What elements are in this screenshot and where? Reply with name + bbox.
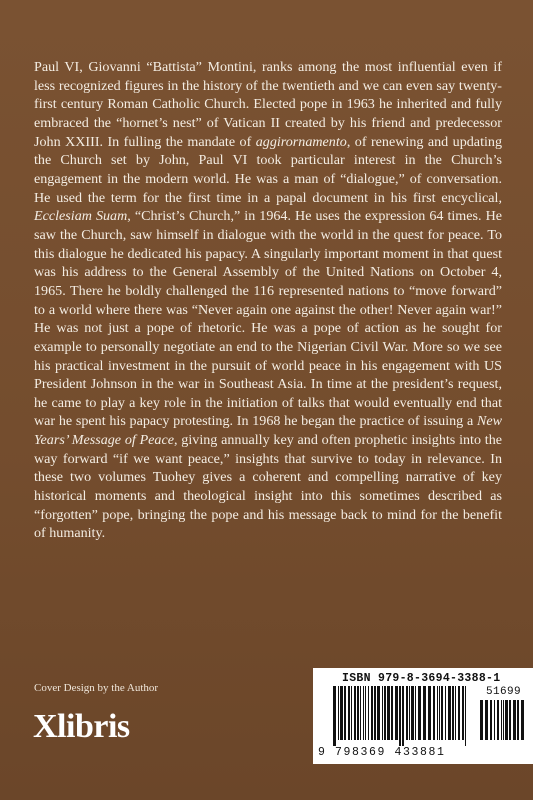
blurb-italic-ecclesiam-suam: Ecclesiam Suam [34, 208, 128, 225]
blurb-segment-2: , of renewing and updating the Church set by John, Paul VI took particular interest in the Church’s engagement in the modern world. He was a man of “dialogue,” of conversation. He used the term for the first time in a papal document in his first encyclical, [34, 133, 502, 206]
barcode-bar [382, 686, 383, 740]
barcode-bar [415, 686, 416, 740]
barcode-bar [409, 686, 410, 740]
barcode-bar [505, 700, 508, 740]
barcode-bar [333, 686, 336, 746]
barcode-bar [448, 686, 451, 740]
barcode-bar [363, 686, 364, 740]
barcode-panel [313, 668, 533, 764]
barcode-bar [344, 686, 346, 740]
barcode-bar [387, 686, 390, 740]
barcode-bar [441, 686, 443, 740]
barcode-bar [465, 686, 466, 746]
barcode-bar [354, 686, 356, 740]
barcode-bar [348, 686, 350, 740]
barcode-bar [406, 686, 408, 740]
barcode-digits: 9 798369 433881 [318, 746, 446, 759]
blurb-segment-3: , “Christ’s Church,” in 1964. He uses the expression 64 times. He saw the Church, saw himself in dialogue with the world in the quest for peace. To this dialogue he dedicated his papacy. A singularly important moment in that quest was his address to the General Assembly of the United Nations on October 4, 1965. There he boldly challenged the 116 represented nations to “move forward” to a world where there was “Never again one against the other! Never again war!” He was not just a pope of rhetoric. He was a pope of action as he sought for example to personally negotiate an end to the Nigerian Civil War. More so we see his practical investment in the pursuit of world peace in his engagement with US President Johnson in the war in Southeast Asia. In time at the president’s request, he came to play a key role in the initiation of talks that would eventually end that war he spent his papacy protesting. In 1968 he began the practice of issuing a [34, 208, 503, 430]
barcode-bar [391, 686, 393, 740]
blurb-segment-1: Paul VI, Giovanni “Battista” Montini, ranks among the most influential even if less recognized figures in the history of the twentieth and we can even say twenty-first century Roman Catholic Church. Elected pope in 1963 he inherited and fully embraced the “hornet’s nest” of Vatican II created by his friend and predecessor John XXIII. In fulling the mandate of [34, 59, 502, 150]
barcode-bar [399, 686, 401, 746]
barcode-bar [503, 700, 504, 740]
barcode-bar [458, 686, 460, 740]
blurb-italic-aggiornamento: aggirornamento [255, 133, 347, 150]
blurb-italic-message-of-peace: New Years’ Message of Peace [34, 413, 502, 449]
barcode-bar [377, 686, 380, 740]
addon-barcode [478, 700, 526, 746]
barcode-bar [521, 700, 524, 740]
barcode-bar [437, 686, 438, 740]
barcode-bar [497, 700, 499, 740]
barcode-bar [338, 686, 339, 740]
barcode-bar [395, 686, 398, 740]
cover-design-credit: Cover Design by the Author [34, 682, 159, 694]
barcode-bar [340, 686, 343, 740]
isbn-label: ISBN 979-8-3694-3388-1 [342, 672, 501, 685]
barcode-bar [365, 686, 366, 740]
barcode-bar [513, 700, 516, 740]
barcode-bar [517, 700, 519, 740]
price-code: 51699 [486, 686, 522, 698]
ean-barcode [331, 686, 471, 746]
barcode-bar [411, 686, 414, 740]
barcode-bar [485, 700, 488, 740]
barcode-bar [501, 700, 502, 740]
barcode-bar [374, 686, 376, 740]
blurb-text [34, 58, 502, 543]
barcode-bar [402, 686, 404, 746]
barcode-bar [371, 686, 373, 740]
barcode-bar [433, 686, 435, 740]
barcode-bar [423, 686, 426, 740]
barcode-bar [455, 686, 456, 740]
barcode-bar [490, 700, 492, 740]
barcode-bar [368, 686, 369, 740]
barcode-bar [509, 700, 511, 740]
barcode-bar [360, 686, 361, 740]
barcode-bar [445, 686, 446, 740]
barcode-bar [480, 700, 483, 740]
blurb-paragraph [34, 58, 502, 543]
barcode-bar [351, 686, 352, 740]
blurb-segment-4: , giving annually key and often prophetic insights into the way forward “if we want peace,” insights that survive to today in relevance. In these two volumes Tuohey gives a coherent and compelling narrative of key historical moments and theological insight into this sometimes described as “forgotten” pope, bringing the pope and his message back to mind for the benefit of humanity. [34, 432, 502, 542]
barcode-bar [439, 686, 440, 740]
barcode-bar [428, 686, 431, 740]
barcode-bar [357, 686, 359, 740]
barcode-bar [418, 686, 421, 740]
publisher-logo: Xlibris [33, 708, 130, 745]
barcode-bar [384, 686, 386, 740]
barcode-bar [462, 686, 464, 740]
barcode-bar [494, 700, 495, 740]
barcode-bar [452, 686, 454, 740]
